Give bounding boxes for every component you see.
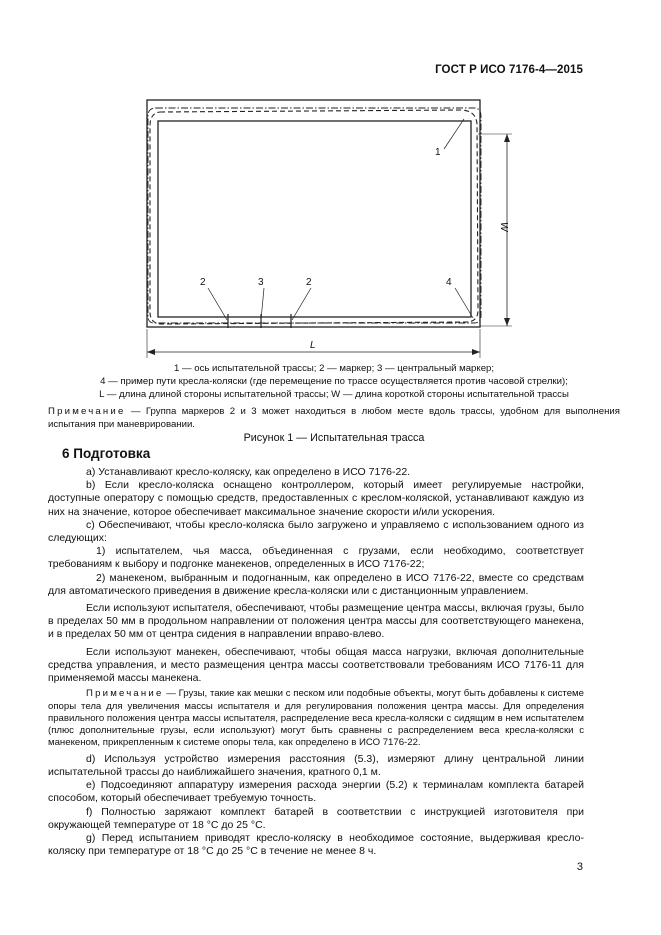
paragraph-g: g) Перед испытанием приводят кресло-коляску в необходимое состояние, выдерживая кресло-коляску при температуре от 18 °С до 25 °С в течение не менее 8 ч. — [48, 831, 584, 858]
paragraph-tester: Если используют испытателя, обеспечивают, чтобы размещение центра массы, включая грузы, было в пределах 50 мм в продольном направлении от положения центра массы для соответствующего манекена, и в пределах 50 мм от центра сидения в направлении вправо-влево. — [48, 602, 584, 641]
test-track-diagram — [130, 92, 525, 360]
label-2-right: 2 — [306, 277, 312, 288]
track-axis-line — [148, 108, 481, 323]
label-1: 1 — [435, 147, 441, 158]
paragraph-dummy: Если используют манекен, обеспечивают, чтобы общая масса нагрузки, включая дополнительные средства управления, и место размещения центра массы соответствовали требованиям ИСО 7176-11 для применяемой массы манекена. — [48, 645, 584, 685]
note-label: Примечание — [86, 688, 164, 700]
paragraph-d: d) Используя устройство измерения расстояния (5.3), измеряют длину центральной линии испытательной трассы до наиближайшего значения, кратного 0,1 м. — [48, 752, 584, 778]
paragraph-b: b) Если кресло-коляска оснащено контроллером, который имеет регулируемые настройки, доступные оператору с помощью средств, предоставленных с креслом-коляской, устанавливают каждую из них на значение, которое обеспечивает максимальное значение скорости и/или ускорения. — [48, 479, 584, 518]
figure-legend — [48, 362, 620, 401]
page-number: 3 — [576, 861, 583, 873]
legend-line: 4 — пример пути кресла-коляски (где перемещение по трассе осуществляется против часовой стрелки); — [100, 376, 568, 388]
paragraph-c: c) Обеспечивают, чтобы кресло-коляска было загружено и управляемо с использованием одного из следующих: — [48, 518, 584, 545]
section-title: 6 Подготовка — [62, 446, 151, 461]
figure-note — [48, 405, 620, 431]
paragraph-c1: 1) испытателем, чья масса, объединенная с грузами, если необходимо, соответствует требованиям к выбору и подгонке манекенов, определенных в ИСО 7176-22; — [48, 545, 584, 571]
paragraph-a: a) Устанавливают кресло-коляску, как определено в ИСО 7176-22. — [86, 466, 411, 478]
paragraph-e: e) Подсоединяют аппаратуру измерения расхода энергии (5.2) к терминалам комплекта батарей способом, который обеспечивает требуемую точность. — [48, 779, 584, 805]
legend-line: L — длина длиной стороны испытательной трассы; W — длина короткой стороны испытательной трассы — [99, 389, 569, 401]
label-4: 4 — [446, 277, 452, 288]
note-label: Примечание — [48, 406, 126, 417]
label-3: 3 — [258, 277, 264, 288]
legend-line: 1 — ось испытательной трассы; 2 — маркер; 3 — центральный маркер; — [173, 363, 495, 374]
label-L: L — [310, 340, 316, 351]
section-body — [48, 466, 584, 858]
test-track-figure — [130, 92, 525, 365]
outer-track-boundary — [147, 100, 480, 327]
paragraph-f: f) Полностью заряжают комплект батарей в соответствии с инструкцией изготовителя при окружающей температуре от 18 °С до 25 °С. — [48, 805, 584, 831]
figure-caption: Рисунок 1 — Испытательная трасса — [243, 432, 425, 444]
standard-header: ГОСТ Р ИСО 7176-4—2015 — [435, 64, 583, 76]
label-2-left: 2 — [200, 277, 206, 288]
label-W: W — [498, 222, 509, 232]
paragraph-note — [48, 688, 584, 749]
note-text: — Грузы, такие как мешки с песком или подобные объекты, могут быть добавлены к системе опоры тела для увеличения массы испытателя и для регулирования положения центра массы. Для определения правильного положения центра массы испытателя, распределение веса кресла-коляски с сидящим в нем испытателем (плюс дополнительные грузы, если используют) могут быть сравнены с распределением веса кресла-коляски с манекеном, прикрепленным к системе опоры тела, как определено в ИСО 7176-22. — [48, 688, 584, 749]
wheelchair-path — [150, 110, 478, 324]
paragraph-c2: 2) манекеном, выбранным и подогнанным, как определено в ИСО 7176-22, вместе со средствам для автоматического приведения в движение кресла-коляски или с дистанционным управлением. — [48, 571, 584, 597]
note-text: — Группа маркеров 2 и 3 может находиться в любом месте вдоль трассы, удобном для выполнения испытания при маневрировании. — [48, 406, 620, 431]
